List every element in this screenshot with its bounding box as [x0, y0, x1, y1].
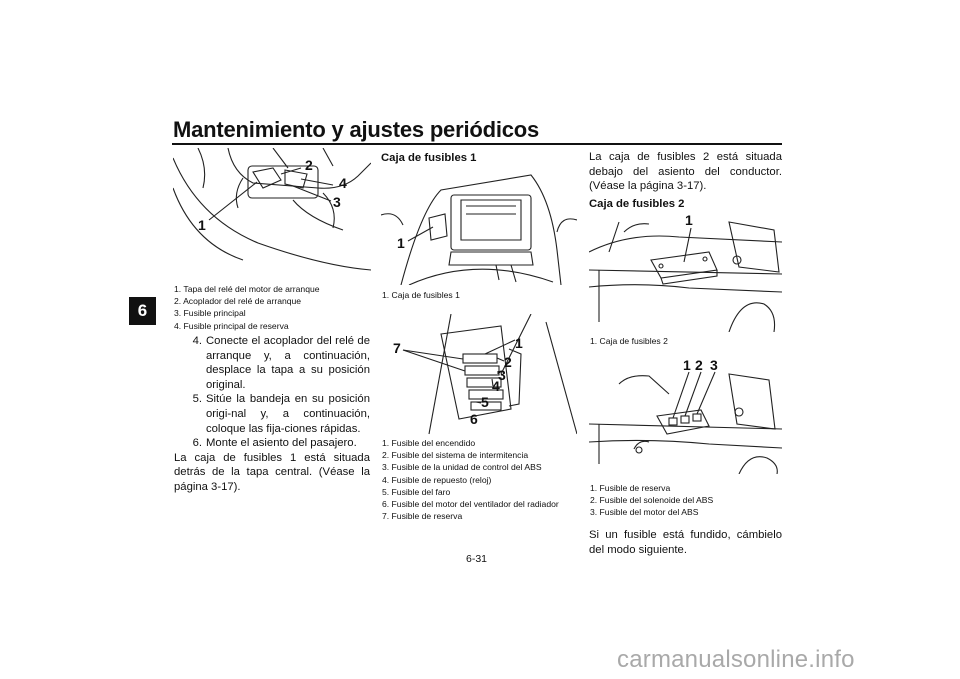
fig3-callout-2: 2 — [504, 354, 512, 370]
fig3-callout-3: 3 — [498, 367, 506, 383]
fig5-callout-1: 1 — [683, 357, 691, 373]
fig3-callout-1: 1 — [515, 335, 523, 351]
figure-fuse-box-2-location — [589, 212, 782, 332]
right-closing-paragraph: Si un fusible está fundido, cámbielo del modo siguiente. — [589, 529, 782, 556]
fig3-callout-4: 4 — [492, 378, 500, 394]
right-intro-paragraph: La caja de fusibles 2 está situada debajo del asiento del conductor. (Véase la página 3-17). — [589, 151, 782, 193]
caption-item: 1. Caja de fusibles 2 — [590, 336, 668, 346]
step-text: Monte el asiento del pasajero. — [206, 437, 357, 450]
fig1-callout-3: 3 — [333, 194, 341, 210]
caption-fuse-box-1-detail — [382, 437, 559, 522]
caption-item: 3. Fusible del motor del ABS — [590, 507, 699, 518]
figure-fuse-box-1-detail — [381, 314, 577, 436]
fig3-callout-7: 7 — [393, 340, 401, 356]
step-item — [174, 334, 370, 392]
fig5-callout-2: 2 — [695, 357, 703, 373]
figure-fuse-box-2-detail — [589, 354, 782, 474]
left-paragraph: La caja de fusibles 1 está situada detrás de la tapa central. (Véase la página 3-17). — [174, 451, 370, 493]
page-title: Mantenimiento y ajustes periódicos — [173, 117, 540, 142]
caption-item: 4. Fusible principal de reserva — [174, 320, 289, 331]
fig4-callout-1: 1 — [685, 212, 693, 228]
caption-fuse-box-1-location — [382, 289, 460, 301]
title-rule — [172, 143, 782, 145]
caption-item: 2. Fusible del sistema de intermitencia — [382, 450, 529, 461]
page-number: 6-31 — [466, 553, 488, 565]
figure-fuse-box-1-location — [381, 170, 577, 285]
fig1-callout-2: 2 — [305, 157, 313, 173]
step-number: 6. — [192, 437, 202, 450]
caption-item: 5. Fusible del faro — [382, 486, 451, 497]
watermark: carmanualsonline.info — [617, 646, 855, 673]
fig3-callout-6: 6 — [470, 411, 478, 427]
step-number: 5. — [192, 393, 202, 406]
step-text: Sitúe la bandeja en su posición origi-nal y, a continuación, coloque las fija-ciones rápidas. — [206, 393, 370, 435]
step-item — [174, 392, 370, 436]
left-steps-block — [174, 334, 370, 495]
caption-item: 2. Fusible del solenoide del ABS — [590, 495, 714, 506]
fig3-callout-5: 5 — [481, 394, 489, 410]
caption-fuse-box-2-detail — [590, 482, 713, 519]
step-item — [174, 436, 370, 451]
heading-fuse-box-2: Caja de fusibles 2 — [589, 198, 685, 210]
chapter-tab[interactable]: 6 — [129, 297, 156, 325]
caption-starter-relay — [174, 283, 320, 332]
caption-item: 1. Fusible de reserva — [590, 483, 671, 493]
caption-item: 7. Fusible de reserva — [382, 511, 463, 522]
caption-item: 2. Acoplador del relé de arranque — [174, 296, 302, 307]
heading-fuse-box-1: Caja de fusibles 1 — [381, 152, 477, 164]
step-text: Conecte el acoplador del relé de arranque y, a continuación, desplace la tapa a su posición original. — [206, 335, 370, 391]
fig2-callout-1: 1 — [397, 235, 405, 251]
caption-item: 1. Fusible del encendido — [382, 438, 476, 448]
step-number: 4. — [192, 335, 202, 347]
caption-item: 4. Fusible de repuesto (reloj) — [382, 474, 492, 485]
caption-item: 3. Fusible de la unidad de control del ABS — [382, 462, 542, 473]
fig1-callout-4: 4 — [339, 175, 347, 191]
caption-fuse-box-2-location — [590, 335, 668, 347]
caption-item: 3. Fusible principal — [174, 308, 246, 319]
figure-starter-relay — [173, 148, 371, 280]
fig1-callout-1: 1 — [198, 217, 206, 233]
fig5-callout-3: 3 — [710, 357, 718, 373]
caption-item: 1. Tapa del relé del motor de arranque — [174, 284, 320, 294]
caption-item: 1. Caja de fusibles 1 — [382, 290, 460, 300]
caption-item: 6. Fusible del motor del ventilador del radiador — [382, 499, 559, 510]
